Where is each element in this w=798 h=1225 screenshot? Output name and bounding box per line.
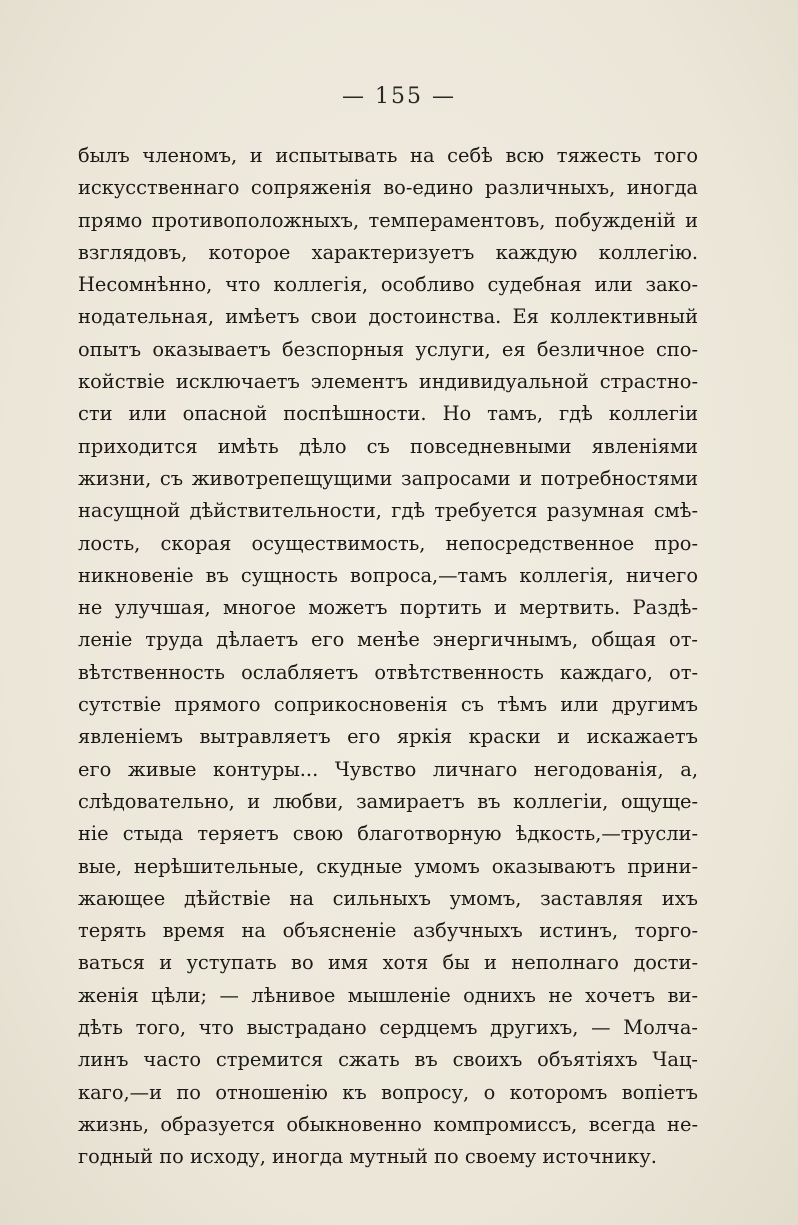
text-line: слѣдовательно, и любви, замираетъ въ коллегіи, ощуще- (78, 789, 698, 813)
page-number: — 155 — (342, 84, 456, 109)
text-line: ніе стыда теряетъ свою благотворную ѣдкость,—трусли- (78, 822, 698, 846)
text-line: жающее дѣйствіе на сильныхъ умомъ, заставляя ихъ (78, 886, 698, 910)
text-line: вѣтственность ослабляетъ отвѣтственность каждаго, от- (78, 660, 698, 684)
text-line: опытъ оказываетъ безспорныя услуги, ея безличное спо- (78, 337, 698, 361)
text-line: искусственнаго сопряженія во-едино различныхъ, иногда (78, 176, 698, 200)
body-text (78, 140, 698, 1174)
text-line: лость, скорая осуществимость, непосредственное про- (78, 531, 698, 555)
text-line: дѣть того, что выстрадано сердцемъ другихъ, — Молча- (78, 1016, 698, 1040)
text-line: приходится имѣть дѣло съ повседневными явленіями (78, 434, 698, 458)
text-line: линъ часто стремится сжать въ своихъ объятіяхъ Чац- (78, 1048, 698, 1072)
text-line: леніе труда дѣлаетъ его менѣе энергичнымъ, общая от- (78, 628, 698, 652)
text-line: явленіемъ вытравляетъ его яркія краски и искажаетъ (78, 725, 698, 749)
text-line: терять время на объясненіе азбучныхъ истинъ, торго- (78, 919, 698, 943)
text-line: койствіе исключаетъ элементъ индивидуальной страстно- (78, 370, 698, 394)
text-line: нодательная, имѣетъ свои достоинства. Ея коллективный (78, 305, 698, 329)
text-line: былъ членомъ, и испытывать на себѣ всю тяжесть того (78, 144, 698, 167)
text-line: не улучшая, многое можетъ портить и мертвить. Раздѣ- (78, 596, 698, 620)
text-line: каго,—и по отношенію къ вопросу, о которомъ вопіетъ (78, 1080, 698, 1104)
text-line: сти или опасной поспѣшности. Но тамъ, гдѣ коллегіи (78, 402, 698, 426)
text-line: насущной дѣйствительности, гдѣ требуется разумная смѣ- (78, 499, 698, 523)
text-line: прямо противоположныхъ, темпераментовъ, побужденій и (78, 208, 698, 232)
text-line: никновеніе въ сущность вопроса,—тамъ коллегія, ничего (78, 563, 698, 587)
text-line: жизнь, образуется обыкновенно компромиссъ, всегда не- (78, 1112, 698, 1136)
text-line: его живые контуры... Чувство личнаго негодованія, а, (78, 757, 698, 781)
text-line: женія цѣли; — лѣнивое мышленіе однихъ не хочетъ ви- (78, 983, 698, 1007)
text-line: сутствіе прямого соприкосновенія съ тѣмъ или другимъ (78, 693, 698, 717)
text-line: ваться и уступать во имя хотя бы и неполнаго дости- (78, 951, 698, 975)
text-line: годный по исходу, иногда мутный по своему источнику. (78, 1145, 657, 1169)
text-line: жизни, съ животрепещущими запросами и потребностями (78, 466, 698, 490)
text-line: вые, нерѣшительные, скудные умомъ оказываютъ прини- (78, 854, 698, 878)
text-line: Несомнѣнно, что коллегія, особливо судебная или зако- (78, 273, 698, 297)
text-line: взглядовъ, которое характеризуетъ каждую коллегію. (78, 240, 698, 264)
